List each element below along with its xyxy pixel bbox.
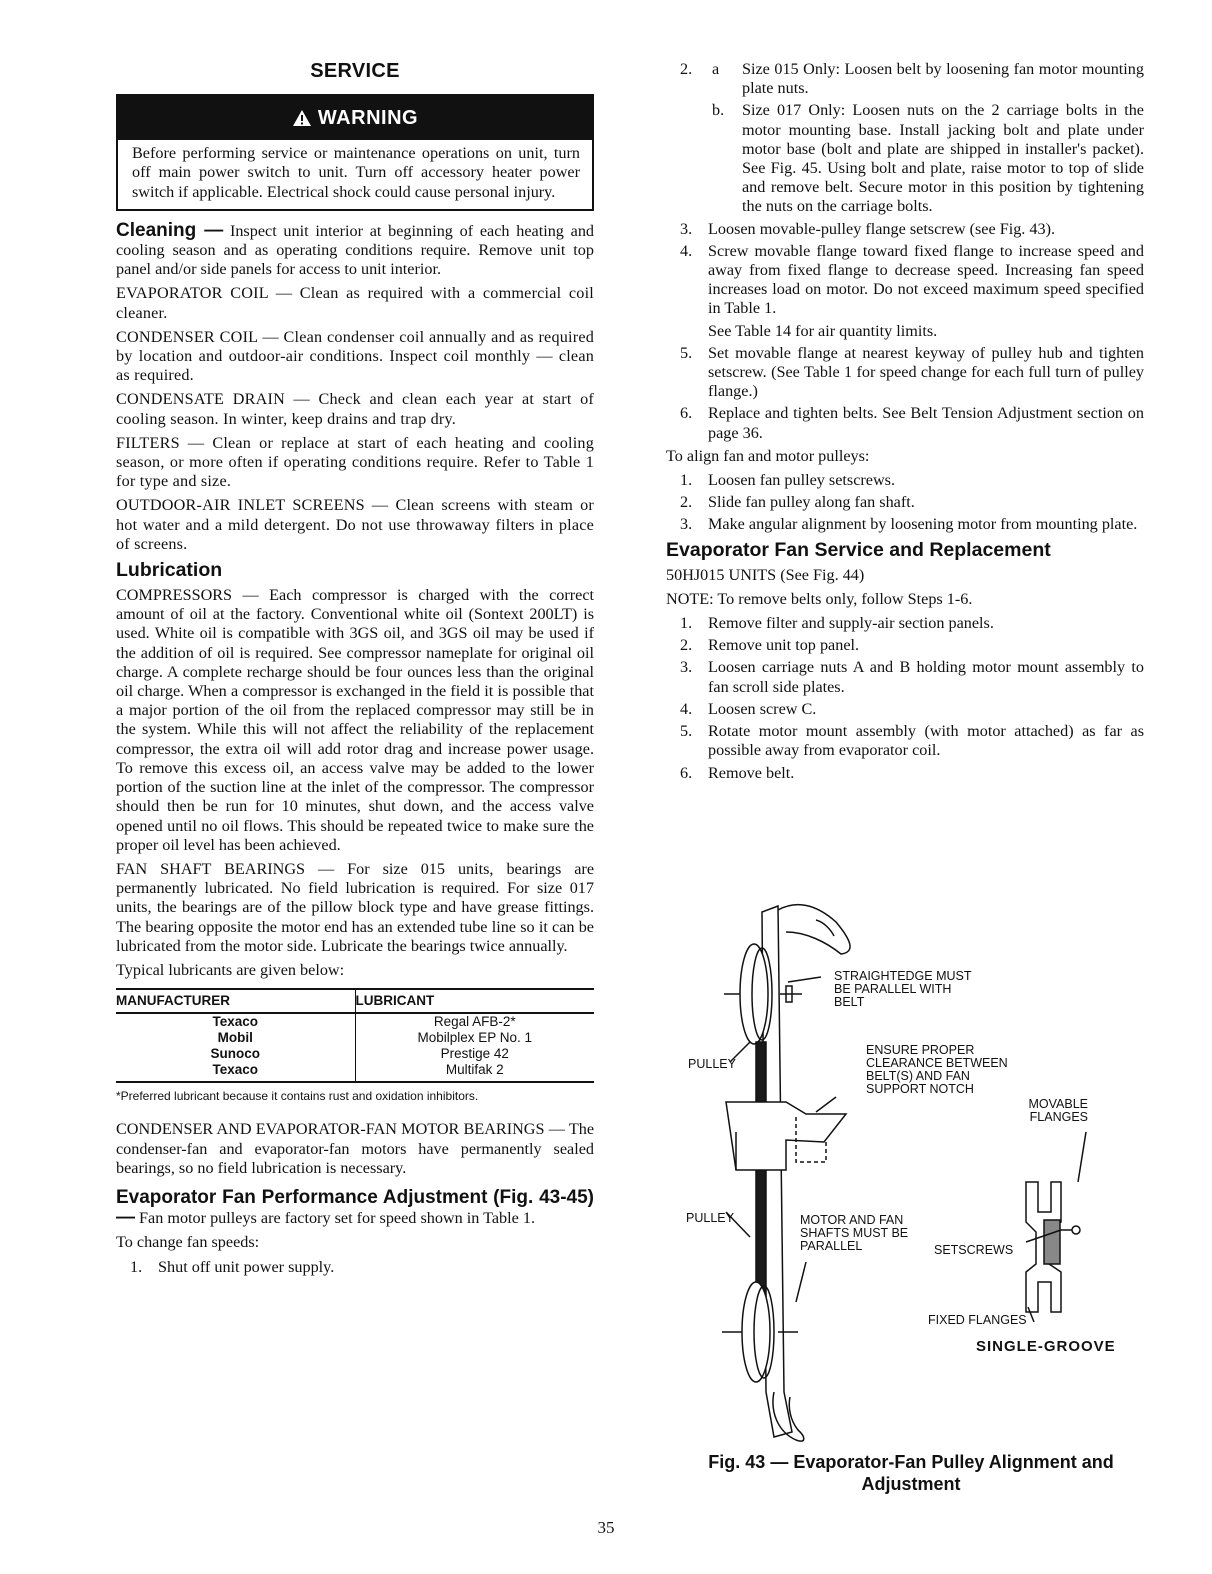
table-row: Texaco Multifak 2 xyxy=(116,1062,594,1082)
list-item: 2. Slide fan pulley along fan shaft. xyxy=(680,493,915,512)
list-item: 4. Loosen screw C. xyxy=(680,699,817,718)
step-list xyxy=(116,1258,594,1277)
step-list xyxy=(666,471,1144,535)
list-item: 3. Make angular alignment by loosening motor from mounting plate. xyxy=(680,515,1138,534)
list-item: b. Size 017 Only: Loosen nuts on the 2 carriage bolts in the motor mounting base. Install jacking bolt and plate under motor base (bolt and plate are shipped in installer's packet). See Fig. 45. Using bolt and plate, raise motor to top of slide and remove belt. Secure motor in this position by tightening the nuts on the carriage bolts. xyxy=(712,101,1144,216)
list-item: 5. Rotate motor mount assembly (with motor attached) as far as possible away from evaporator coil. xyxy=(680,722,1144,760)
cleaning-item: CONDENSATE DRAIN — Check and clean each year at start of cooling season. In winter, keep drains and trap dry. xyxy=(116,390,594,428)
perf-paragraph: Evaporator Fan Performance Adjustment (Fig. 43-45) — Fan motor pulleys are factory set for speed shown in Table 1. xyxy=(116,1186,594,1229)
list-item: See Table 14 for air quantity limits. xyxy=(708,321,938,340)
replace-heading: Evaporator Fan Service and Replacement xyxy=(666,538,1051,561)
clearance-label: ENSURE PROPER CLEARANCE BETWEEN BELT(S) AND FAN SUPPORT NOTCH xyxy=(866,1043,1008,1096)
cleaning-heading: Cleaning — xyxy=(116,219,224,241)
cleaning-item: OUTDOOR-AIR INLET SCREENS — Clean screens with steam or hot water and a mild detergent. Do not use throwaway filters in place of screens. xyxy=(116,496,595,553)
section-title: SERVICE xyxy=(310,60,400,82)
warning-box xyxy=(116,94,594,211)
movable-flanges-label: MOVABLE FLANGES xyxy=(1028,1097,1088,1124)
step-list xyxy=(666,220,1144,443)
note-text: NOTE: To remove belts only, follow Steps 1-6. xyxy=(666,589,973,608)
cleaning-paragraph: Cleaning — Inspect unit interior at beginning of each heating and cooling season and as operating conditions require. Remove unit top panel and/or side panels for access to unit interior. xyxy=(116,219,595,279)
warning-triangle-icon xyxy=(292,109,312,127)
table-header: MANUFACTURER xyxy=(116,989,355,1013)
figure-caption: Fig. 43 — Evaporator-Fan Pulley Alignment and Adjustment xyxy=(708,1452,1114,1494)
page-number: 35 xyxy=(597,1518,615,1537)
straightedge-label: STRAIGHTEDGE MUST BE PARALLEL WITH BELT xyxy=(834,969,972,1009)
warning-text: Before performing service or maintenance operations on unit, turn off main power switch to unit. Turn off accessory heater power switch if applicable. Electrical shock could cause personal injury. xyxy=(132,144,580,201)
list-item: 1. Loosen fan pulley setscrews. xyxy=(680,471,896,490)
left-column xyxy=(116,60,594,1281)
lubrication-heading: Lubrication xyxy=(116,559,223,582)
list-item: 4. Screw movable flange toward fixed flange to increase speed and away from fixed flange to decrease speed. Increasing fan speed increases load on motor. Do not exceed maximum speed specified in Table 1. xyxy=(680,241,1144,318)
pulley-label: PULLEY xyxy=(686,1211,734,1225)
list-item: 2. a Size 015 Only: Loosen belt by loosening fan motor mounting plate nuts. xyxy=(680,60,1144,98)
list-item: 6. Remove belt. xyxy=(680,763,795,782)
fixed-flanges-label: FIXED FLANGES xyxy=(928,1313,1027,1327)
setscrews-label: SETSCREWS xyxy=(934,1243,1014,1257)
list-item: 6. Replace and tighten belts. See Belt Tension Adjustment section on page 36. xyxy=(680,404,1144,442)
cleaning-item: CONDENSER COIL — Clean condenser coil annually and as required by location and outdoor-air conditions. Inspect coil monthly — clean as required. xyxy=(116,327,594,385)
table-row: Mobil Mobilplex EP No. 1 xyxy=(116,1030,594,1046)
right-column xyxy=(666,60,1144,787)
list-item: 5. Set movable flange at nearest keyway of pulley hub and tighten setscrew. (See Table 1 for speed change for each full turn of pulley flange.) xyxy=(680,343,1144,401)
lubricant-table xyxy=(116,988,594,1083)
list-item: 3. Loosen movable-pulley flange setscrew (see Fig. 43). xyxy=(680,219,1056,238)
units-text: 50HJ015 UNITS (See Fig. 44) xyxy=(666,565,865,584)
cleaning-item: EVAPORATOR COIL — Clean as required with a commercial coil cleaner. xyxy=(116,284,594,322)
change-speeds-text: To change fan speeds: xyxy=(116,1233,260,1252)
warning-header xyxy=(118,96,592,140)
motor-bearings-paragraph: CONDENSER AND EVAPORATOR-FAN MOTOR BEARINGS — The condenser-fan and evaporator-fan motors have permanently sealed bearings, so no field lubrication is necessary. xyxy=(116,1120,595,1177)
list-item: 3. Loosen carriage nuts A and B holding motor mount assembly to fan scroll side plates. xyxy=(680,658,1144,696)
typical-lubricants-text: Typical lubricants are given below: xyxy=(116,960,345,979)
list-item: 1. Shut off unit power supply. xyxy=(130,1257,335,1276)
cleaning-item: FILTERS — Clean or replace at start of each heating and cooling season, or more often if operating conditions require. Refer to Table 1 for type and size. xyxy=(116,433,594,491)
pulley-alignment-figure xyxy=(666,892,1144,1452)
perf-heading: Evaporator Fan Performance Adjustment (Fig. 43-45) — xyxy=(116,1186,594,1229)
fan-bearings-paragraph: FAN SHAFT BEARINGS — For size 015 units, bearings are permanently lubricated. No field lubrication is required. For size 017 units, the bearings are of the pillow block type and have grease fittings. The bearing opposite the motor end has an extended tube line so it can be lubricated from the motor side. Lubricate the bearings twice annually. xyxy=(116,859,595,955)
step-list xyxy=(666,614,1144,783)
table-header: LUBRICANT xyxy=(355,989,594,1013)
warning-label: WARNING xyxy=(317,107,419,130)
compressors-paragraph: COMPRESSORS — Each compressor is charged with the correct amount of oil at the factory. Conventional white oil (Sontext 200LT) is used. White oil is compatible with 3GS oil, and 3GS oil may be used if the addition of oil is required. See compressor nameplate for original oil charge. A complete recharge should be four ounces less than the original oil charge. When a compressor is exchanged in the field it is possible that a major portion of the oil from the replaced compressor may still be in the system. While this will not affect the reliability of the replacement compressor, the extra oil will add rotor drag and increase power usage. To remove this excess oil, an access valve may be added to the lower portion of the suction line at the inlet of the compressor. The compressor should then be run for 10 minutes, shut down, and the access valve opened until no oil flows. This should be repeated twice to make sure the proper oil level has been achieved. xyxy=(116,586,594,854)
pulley-label: PULLEY xyxy=(688,1057,736,1071)
list-item: 2. Remove unit top panel. xyxy=(680,636,860,655)
table-footnote: *Preferred lubricant because it contains rust and oxidation inhibitors. xyxy=(116,1089,479,1104)
table-row: Sunoco Prestige 42 xyxy=(116,1046,594,1062)
shafts-label: MOTOR AND FAN SHAFTS MUST BE PARALLEL xyxy=(800,1213,909,1253)
align-intro: To align fan and motor pulleys: xyxy=(666,446,870,465)
single-groove-label: SINGLE-GROOVE xyxy=(976,1338,1116,1355)
list-item: 1. Remove filter and supply-air section panels. xyxy=(680,614,994,633)
table-row: Texaco Regal AFB-2* xyxy=(116,1013,594,1030)
